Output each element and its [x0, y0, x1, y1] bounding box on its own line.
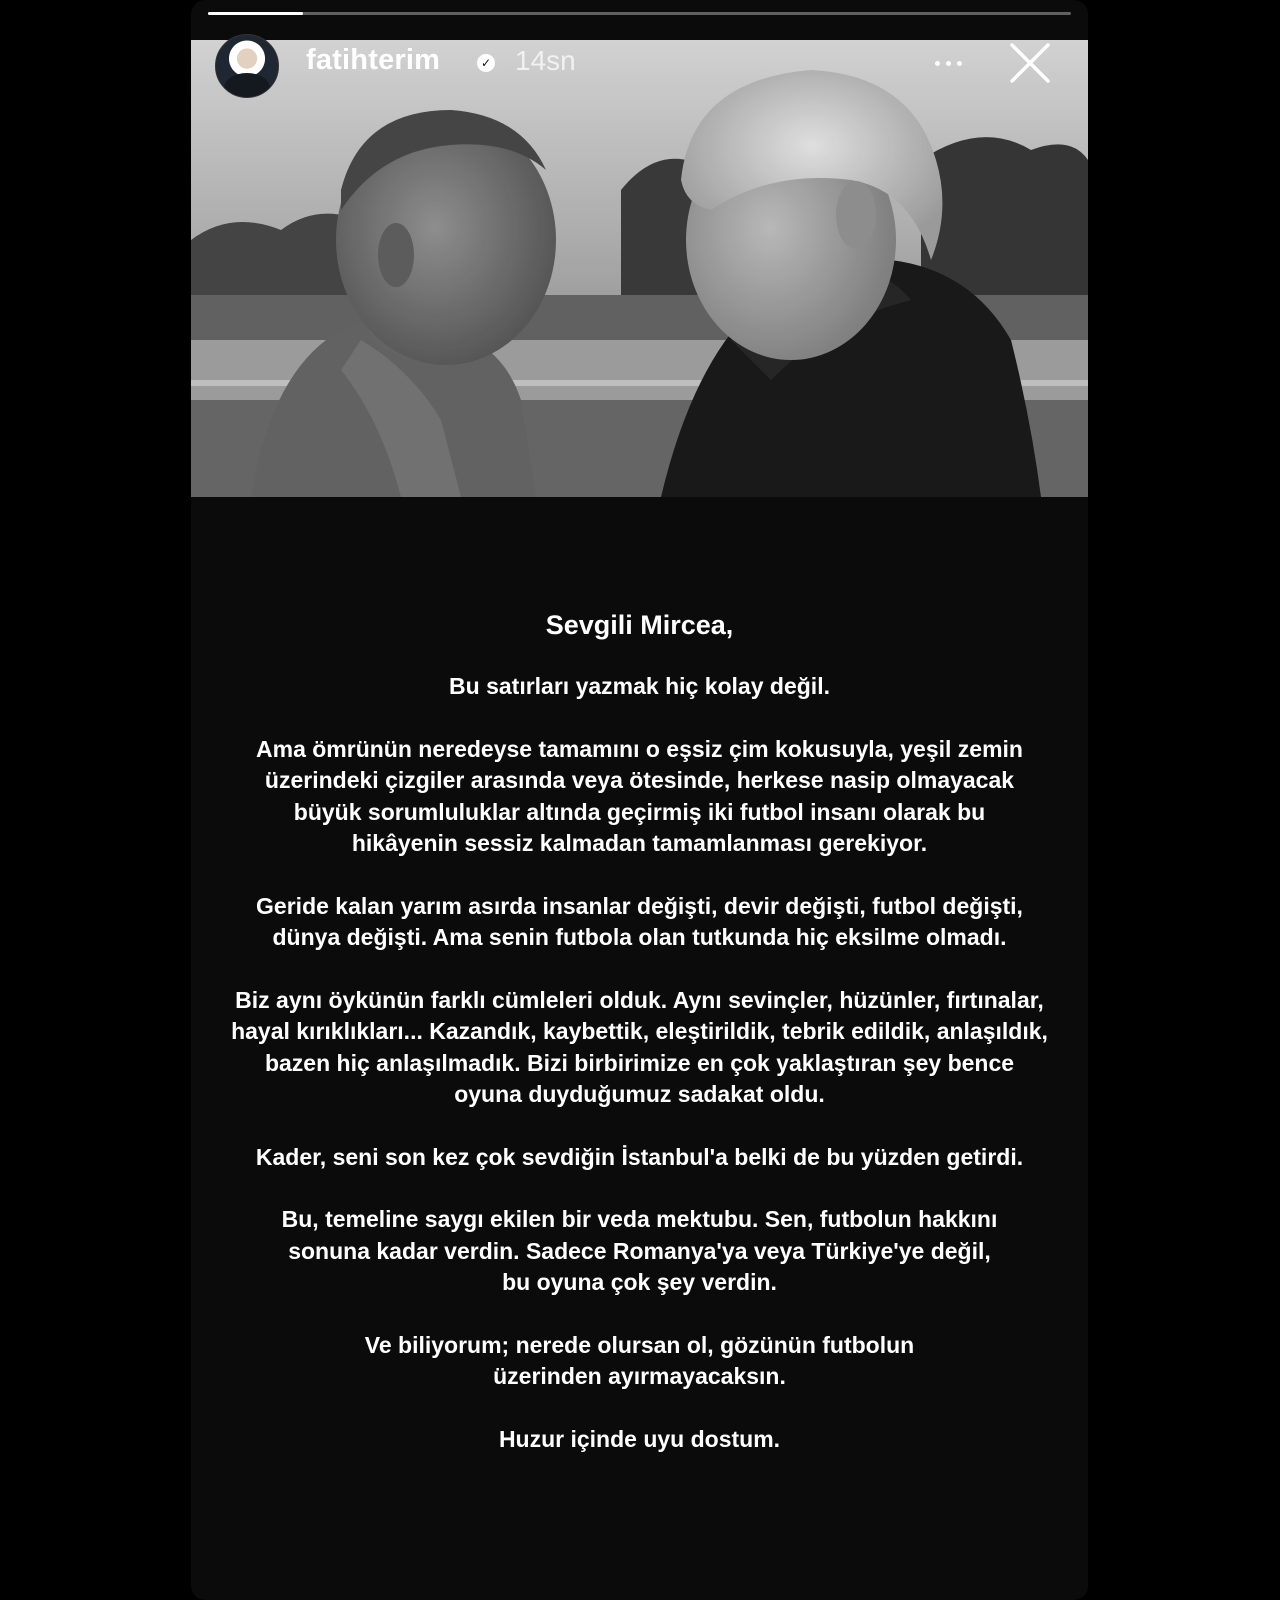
close-icon[interactable]: [1009, 42, 1051, 84]
story-progress-bar: [208, 12, 1071, 15]
letter-greeting: Sevgili Mircea,: [545, 610, 734, 640]
letter-paragraph: Bu satırları yazmak hiç kolay değil.: [449, 673, 830, 699]
verified-check-icon: ✓: [477, 54, 495, 72]
story-progress-fill: [208, 12, 303, 15]
story-timestamp: 14sn: [515, 45, 576, 76]
letter-paragraph: Ve biliyorum; nerede olursan ol, gözünün futbolun üzerinden ayırmayacaksın.: [364, 1331, 915, 1389]
letter-paragraph: Geride kalan yarım asırda insanlar değişti, devir değişti, futbol değişti, dünya değişti. Ama senin futbola olan tutkunda hiç eksilme olmadı.: [256, 892, 1023, 950]
farewell-letter: [191, 610, 1088, 1486]
black-and-white-photo: [191, 40, 1088, 497]
letter-paragraph: Huzur içinde uyu dostum.: [498, 1425, 781, 1452]
more-options-icon[interactable]: [929, 48, 969, 78]
story-viewer[interactable]: [191, 0, 1088, 1600]
story-photo: [191, 40, 1088, 497]
letter-paragraph: Kader, seni son kez çok sevdiğin İstanbul'a belki de bu yüzden getirdi.: [255, 1143, 1024, 1170]
letter-paragraph: Ama ömrünün neredeyse tamamını o eşsiz çim kokusuyla, yeşil zemin üzerindeki çizgiler arasında veya ötesinde, herkese nasip olmayacak büyük sorumluluklar altında geçirmiş iki futbol insanı olarak bu hikâyenin sessiz kalmadan tamamlanması gerekiyor.: [256, 735, 1023, 856]
avatar-figure: [224, 73, 270, 98]
story-header: [191, 30, 1088, 100]
username[interactable]: fatihterim: [306, 44, 441, 76]
avatar[interactable]: [215, 34, 279, 98]
letter-paragraph: Bu, temeline saygı ekilen bir veda mektubu. Sen, futbolun hakkını sonuna kadar verdin. Sadece Romanya'ya veya Türkiye'ye değil, bu oyuna çok şey verdin.: [281, 1206, 998, 1295]
letter-paragraph: Biz aynı öykünün farklı cümleleri olduk. Aynı sevinçler, hüzünler, fırtınalar, hayal kırıklıkları... Kazandık, kaybettik, eleştirildik, tebrik edildik, anlaşıldık, bazen hiç anlaşılmadık. Bizi birbirimize en çok yaklaştıran şey bence oyuna duyduğumuz sadakat oldu.: [231, 986, 1048, 1107]
